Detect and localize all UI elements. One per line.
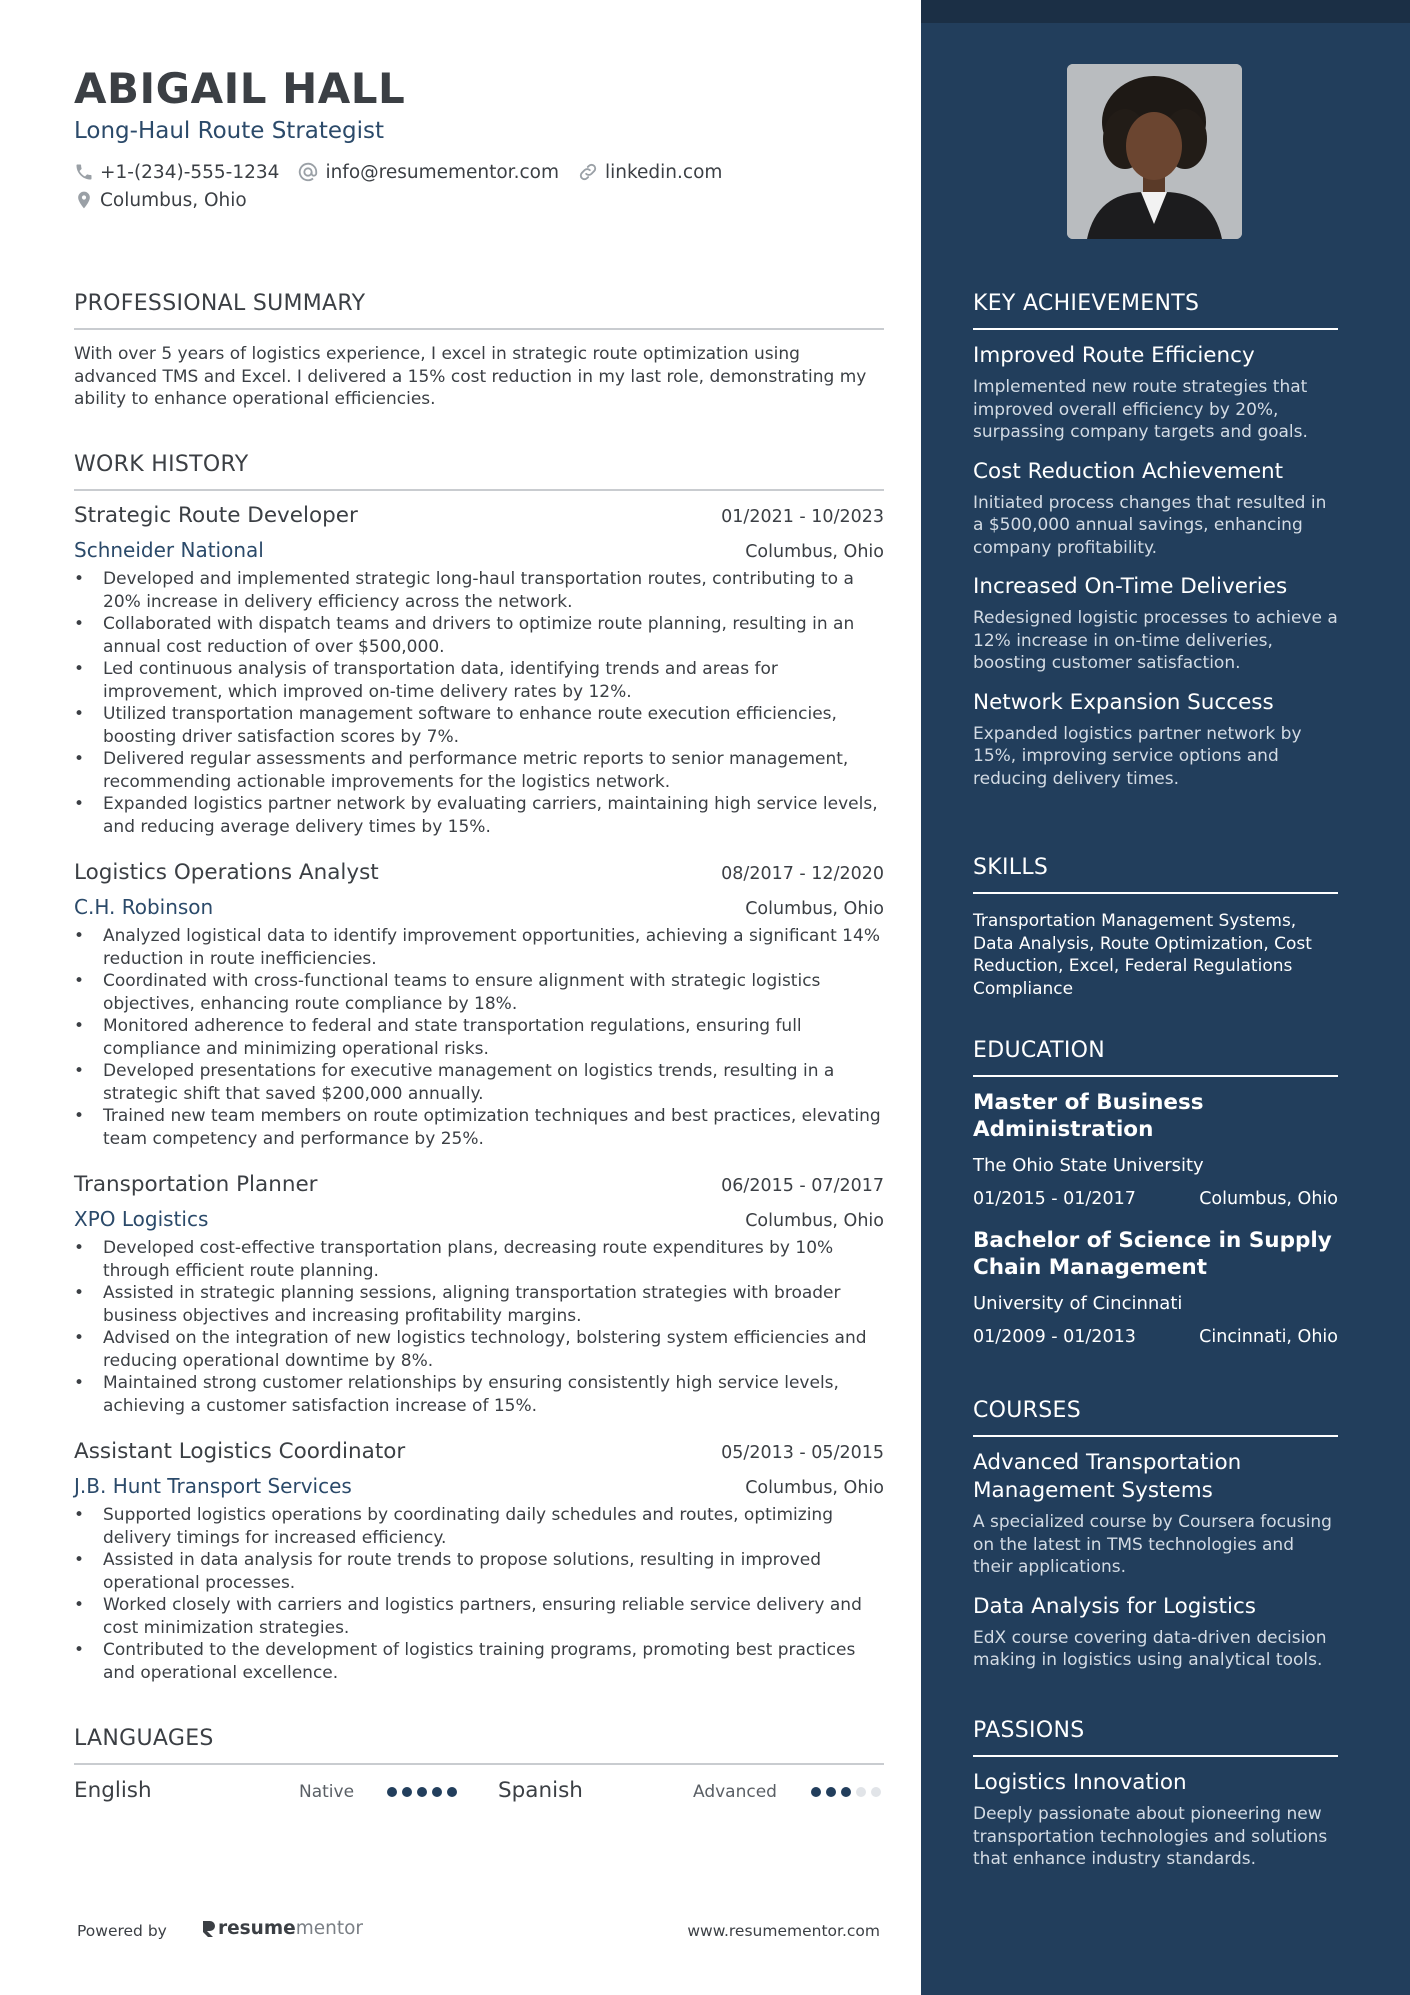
achievement-title: Network Expansion Success bbox=[973, 689, 1274, 715]
linkedin-text: linkedin.com bbox=[604, 161, 723, 183]
job-bullet: • Delivered regular assessments and performance metric reports to senior management, recommending actionable improvements for the logistics network. bbox=[74, 748, 884, 793]
passion-desc: Deeply passionate about pioneering new transportation technologies and solutions that enhance industry standards. bbox=[973, 1804, 1328, 1869]
job-bullet: • Collaborated with dispatch teams and drivers to optimize route planning, resulting in an annual cost reduction of over $500,000. bbox=[74, 613, 884, 658]
at-icon bbox=[297, 161, 319, 183]
job-bullets bbox=[74, 1504, 884, 1684]
language-name: English bbox=[74, 1778, 152, 1803]
job-location: Columbus, Ohio bbox=[745, 899, 884, 919]
job-bullet: • Utilized transportation management software to enhance route execution efficiencies, boosting driver satisfaction scores by 7%. bbox=[74, 703, 884, 748]
website-link[interactable]: www.resumementor.com bbox=[687, 1922, 880, 1940]
brand-name-part1: resume bbox=[218, 1918, 296, 1939]
contact-row bbox=[74, 161, 740, 183]
job-bullet: • Developed presentations for executive management on logistics trends, resulting in a strategic shift that saved $200,000 annually. bbox=[74, 1060, 884, 1105]
candidate-name: ABIGAIL HALL bbox=[74, 64, 406, 113]
education-section bbox=[973, 1038, 1338, 1347]
job-location: Columbus, Ohio bbox=[745, 1211, 884, 1231]
education-entry bbox=[973, 1227, 1338, 1347]
job-bullet: • Maintained strong customer relationships by ensuring consistently high service levels, achieving a customer satisfaction increase of 15%. bbox=[74, 1372, 884, 1417]
job-bullet: • Supported logistics operations by coordinating daily schedules and routes, optimizing delivery timings for increased efficiency. bbox=[74, 1504, 884, 1549]
job-title: Logistics Operations Analyst bbox=[74, 860, 379, 885]
achievement-title: Improved Route Efficiency bbox=[973, 343, 1255, 368]
course-desc: A specialized course by Coursera focusing on the latest in TMS technologies and their applications. bbox=[973, 1512, 1332, 1577]
company-name: XPO Logistics bbox=[74, 1207, 209, 1231]
job-location: Columbus, Ohio bbox=[745, 1478, 884, 1498]
job-dates: 06/2015 - 07/2017 bbox=[721, 1176, 884, 1196]
job-entry bbox=[74, 860, 884, 1150]
course-title: Advanced Transportation Management Systems bbox=[973, 1450, 1242, 1503]
education-dates: 01/2015 - 01/2017 bbox=[973, 1189, 1136, 1209]
education-degree: Master of Business Administration bbox=[973, 1090, 1204, 1142]
job-bullet: • Coordinated with cross-functional teams to ensure alignment with strategic logistics objectives, enhancing route compliance by 18%. bbox=[74, 970, 884, 1015]
skills-text: Transportation Management Systems, Data Analysis, Route Optimization, Cost Reduction, Excel, Federal Regulations Compliance bbox=[973, 911, 1312, 999]
phone-text: +1-(234)-555-1234 bbox=[100, 161, 280, 183]
achievement-desc: Initiated process changes that resulted in a $500,000 annual savings, enhancing company profitability. bbox=[973, 492, 1327, 558]
job-bullet: • Analyzed logistical data to identify improvement opportunities, achieving a significant 14% reduction in route inefficiencies. bbox=[74, 925, 884, 970]
resumementor-logo-icon bbox=[200, 1919, 218, 1939]
language-name: Spanish bbox=[498, 1778, 583, 1803]
job-entry bbox=[74, 1439, 884, 1684]
profile-photo bbox=[1067, 64, 1242, 239]
passions-heading: PASSIONS bbox=[973, 1718, 1338, 1757]
phone-icon bbox=[74, 162, 94, 182]
rating-dot-filled bbox=[447, 1787, 457, 1797]
education-degree: Bachelor of Science in Supply Chain Management bbox=[973, 1228, 1332, 1280]
job-bullet: • Assisted in data analysis for route trends to propose solutions, resulting in improved operational processes. bbox=[74, 1549, 884, 1594]
job-bullet: • Advised on the integration of new logistics technology, bolstering system efficiencies and reducing operational downtime by 8%. bbox=[74, 1327, 884, 1372]
job-bullet: • Assisted in strategic planning sessions, aligning transportation strategies with broader business objectives and increasing profitability margins. bbox=[74, 1282, 884, 1327]
contact-location bbox=[74, 189, 247, 211]
rating-dot-empty bbox=[856, 1787, 866, 1797]
company-name: Schneider National bbox=[74, 538, 264, 562]
company-name: C.H. Robinson bbox=[74, 895, 214, 919]
sidebar-top-band bbox=[921, 0, 1410, 23]
job-bullet: • Expanded logistics partner network by evaluating carriers, maintaining high service levels, and reducing average delivery times by 15%. bbox=[74, 793, 884, 838]
education-school: University of Cincinnati bbox=[973, 1293, 1183, 1314]
language-level: Native bbox=[299, 1782, 355, 1802]
job-bullets bbox=[74, 925, 884, 1150]
job-title: Transportation Planner bbox=[74, 1172, 318, 1197]
achievements-heading: KEY ACHIEVEMENTS bbox=[973, 291, 1338, 330]
contact-email[interactable] bbox=[297, 161, 559, 183]
passions-section bbox=[973, 1718, 1338, 1871]
work-heading: WORK HISTORY bbox=[74, 452, 884, 491]
job-bullet: • Developed and implemented strategic long-haul transportation routes, contributing to a 20% increase in delivery efficiency across the network. bbox=[74, 568, 884, 613]
job-title: Assistant Logistics Coordinator bbox=[74, 1439, 406, 1464]
link-icon bbox=[577, 161, 599, 183]
achievement-desc: Implemented new route strategies that improved overall efficiency by 20%, surpassing company targets and goals. bbox=[973, 377, 1308, 442]
job-bullet: • Developed cost-effective transportation plans, decreasing route expenditures by 10% through efficient route planning. bbox=[74, 1237, 884, 1282]
contact-phone[interactable] bbox=[74, 162, 279, 183]
education-location: Cincinnati, Ohio bbox=[1199, 1327, 1338, 1347]
job-dates: 05/2013 - 05/2015 bbox=[721, 1443, 884, 1463]
education-location: Columbus, Ohio bbox=[1199, 1189, 1338, 1209]
powered-by-label: Powered by bbox=[77, 1922, 167, 1940]
job-title: Strategic Route Developer bbox=[74, 503, 358, 528]
passion-title: Logistics Innovation bbox=[973, 1770, 1187, 1795]
summary-text: With over 5 years of logistics experience, I excel in strategic route optimization using advanced TMS and Excel. I delivered a 15% cost reduction in my last role, demonstrating my ability to enhance operational efficiencies. bbox=[74, 344, 867, 409]
rating-dot-empty bbox=[871, 1787, 881, 1797]
courses-section bbox=[973, 1398, 1338, 1672]
brand-name-part2: mentor bbox=[295, 1918, 363, 1939]
job-entry bbox=[74, 1172, 884, 1417]
education-school: The Ohio State University bbox=[973, 1155, 1204, 1176]
job-bullet: • Contributed to the development of logistics training programs, promoting best practices and operational excellence. bbox=[74, 1639, 884, 1684]
education-entry bbox=[973, 1089, 1338, 1209]
job-bullets bbox=[74, 1237, 884, 1417]
job-bullet: • Worked closely with carriers and logistics partners, ensuring reliable service delivery and cost minimization strategies. bbox=[74, 1594, 884, 1639]
brand-logo[interactable] bbox=[200, 1918, 363, 1939]
job-bullet: • Monitored adherence to federal and state transportation regulations, ensuring full compliance and minimizing operational risks. bbox=[74, 1015, 884, 1060]
job-bullets bbox=[74, 568, 884, 838]
course-title: Data Analysis for Logistics bbox=[973, 1593, 1256, 1619]
job-dates: 01/2021 - 10/2023 bbox=[721, 507, 884, 527]
rating-dot-filled bbox=[387, 1787, 397, 1797]
contact-row-2 bbox=[74, 189, 265, 211]
job-dates: 08/2017 - 12/2020 bbox=[721, 864, 884, 884]
education-dates: 01/2009 - 01/2013 bbox=[973, 1327, 1136, 1347]
location-pin-icon bbox=[74, 189, 94, 211]
job-entry bbox=[74, 503, 884, 838]
achievement-desc: Expanded logistics partner network by 15%, improving service options and reducing delivery times. bbox=[973, 723, 1302, 789]
language-rating bbox=[811, 1787, 886, 1797]
skills-section bbox=[973, 855, 1338, 1000]
sidebar bbox=[921, 0, 1410, 1995]
job-location: Columbus, Ohio bbox=[745, 542, 884, 562]
achievement-title: Cost Reduction Achievement bbox=[973, 458, 1284, 484]
rating-dot-filled bbox=[826, 1787, 836, 1797]
language-rating bbox=[387, 1787, 462, 1797]
rating-dot-filled bbox=[432, 1787, 442, 1797]
rating-dot-filled bbox=[402, 1787, 412, 1797]
languages-row bbox=[74, 1778, 884, 1808]
contact-linkedin[interactable] bbox=[577, 161, 722, 183]
achievement-title: Increased On-Time Deliveries bbox=[973, 574, 1288, 599]
rating-dot-filled bbox=[811, 1787, 821, 1797]
language-level: Advanced bbox=[693, 1782, 777, 1802]
profile-photo-image bbox=[1067, 64, 1242, 239]
skills-heading: SKILLS bbox=[973, 855, 1338, 894]
courses-heading: COURSES bbox=[973, 1398, 1338, 1437]
location-text: Columbus, Ohio bbox=[100, 189, 247, 211]
education-heading: EDUCATION bbox=[973, 1038, 1338, 1077]
course-desc: EdX course covering data-driven decision making in logistics using analytical tools. bbox=[973, 1627, 1327, 1670]
rating-dot-filled bbox=[417, 1787, 427, 1797]
email-text: info@resumementor.com bbox=[325, 161, 559, 183]
rating-dot-filled bbox=[841, 1787, 851, 1797]
summary-heading: PROFESSIONAL SUMMARY bbox=[74, 291, 884, 330]
achievement-desc: Redesigned logistic processes to achieve a 12% increase in on-time deliveries, boosting customer satisfaction. bbox=[973, 608, 1338, 673]
job-bullet: • Led continuous analysis of transportation data, identifying trends and areas for improvement, which improved on-time delivery rates by 12%. bbox=[74, 658, 884, 703]
company-name: J.B. Hunt Transport Services bbox=[74, 1474, 352, 1498]
languages-heading: LANGUAGES bbox=[74, 1726, 884, 1765]
footer bbox=[74, 1918, 884, 1944]
job-bullet: • Trained new team members on route optimization techniques and best practices, elevating team competency and performance by 25%. bbox=[74, 1105, 884, 1150]
candidate-title: Long-Haul Route Strategist bbox=[74, 118, 385, 144]
achievements-section bbox=[973, 291, 1338, 790]
